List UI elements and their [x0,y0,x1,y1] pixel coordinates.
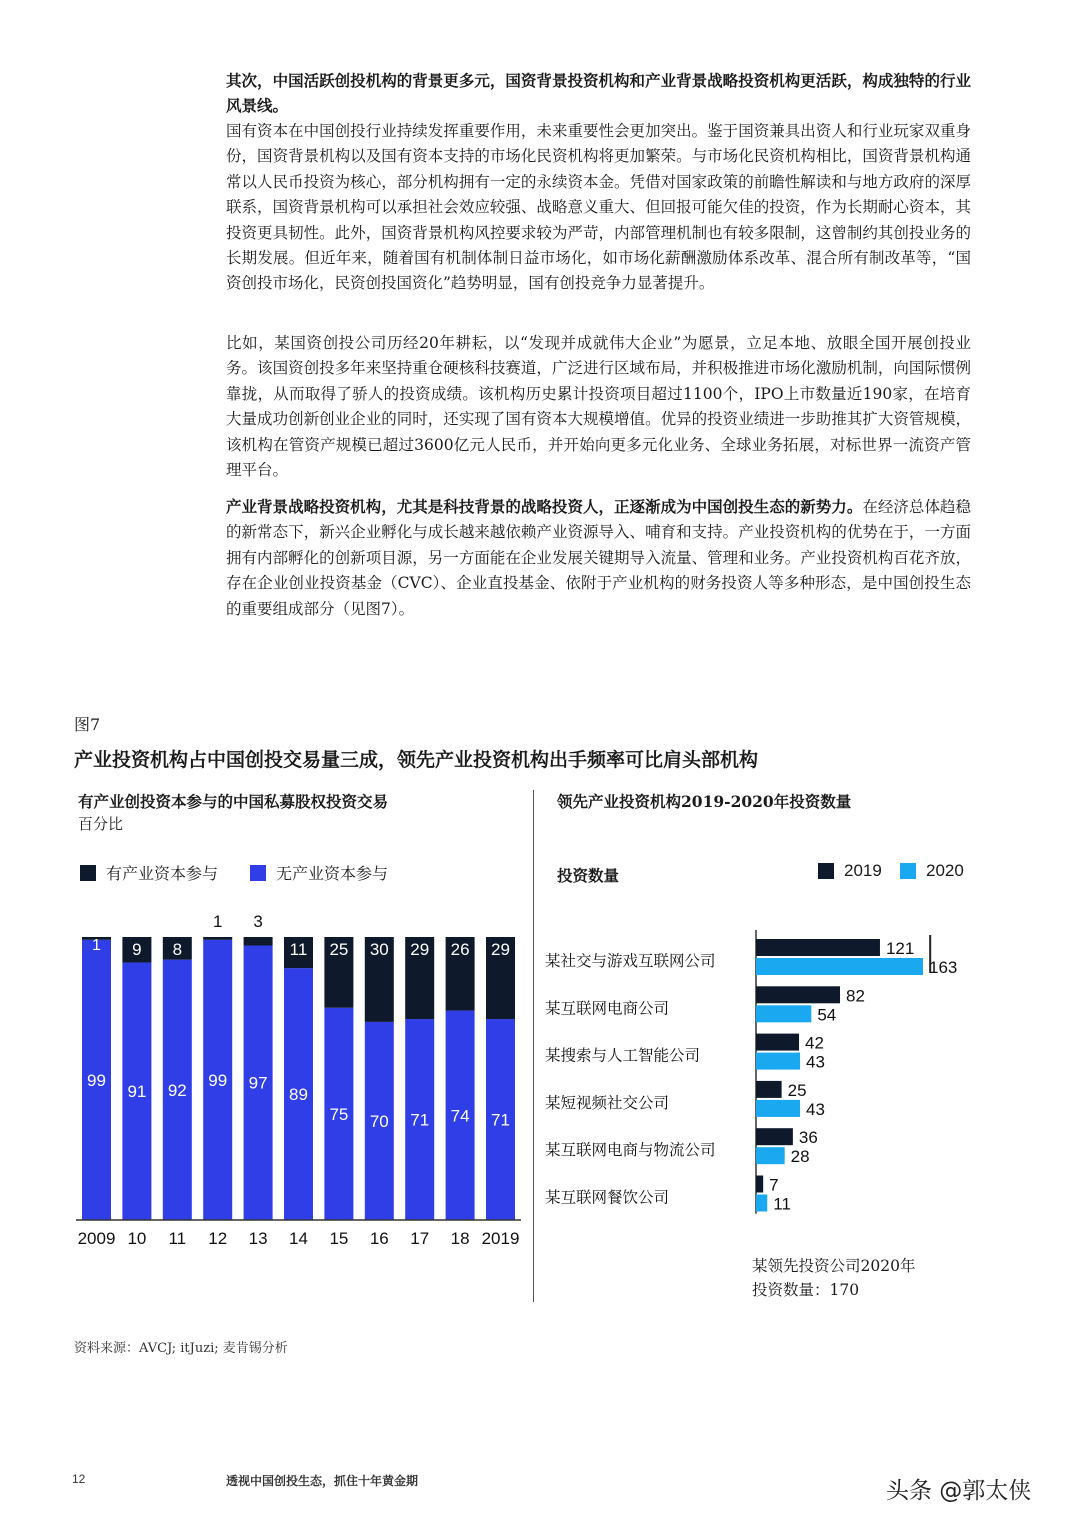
bar-2019 [756,939,880,956]
reference-note-line1: 某领先投资公司2020年 [752,1257,916,1275]
legend-swatch-2019 [818,863,834,879]
legend-without-industry [250,861,388,884]
left-chart-unit: 百分比 [78,815,124,833]
bar-2019 [756,1176,763,1193]
bar-label-with-industry: 9 [132,940,142,959]
x-tick-label: 2019 [481,1229,520,1248]
legend-swatch-blue [250,865,266,881]
x-tick-label: 10 [127,1229,147,1248]
bar-label-without-industry: 89 [289,1085,308,1105]
bar-2019 [756,1128,793,1145]
bar-value-2019: 82 [846,986,865,1006]
legend-label-without-industry: 无产业资本参与 [276,864,389,883]
category-label: 某互联网电商公司 [545,999,670,1018]
bar-2019 [756,1034,799,1051]
legend-with-industry [80,861,218,884]
legend-2019 [818,861,882,881]
legend-label-2019: 2019 [844,861,882,880]
bar-value-2019: 25 [787,1080,807,1100]
paragraph-intro-bold: 其次，中国活跃创投机构的背景更多元，国资背景投资机构和产业背景战略投资机构更活跃，构成独特的行业风景线。 [226,71,971,116]
bar-label-without-industry: 71 [410,1110,430,1130]
paragraph-industry-lead: 产业背景战略投资机构，尤其是科技背景的战略投资人，正逐渐成为中国创投生态的新势力。 [226,497,863,516]
chart-divider [533,790,534,1302]
bar-value-2020: 54 [817,1005,837,1025]
legend-label-2020: 2020 [926,861,964,880]
bar-label-without-industry: 91 [127,1082,147,1102]
bar-2020 [756,1195,767,1212]
bar-2019 [756,986,840,1003]
bar-2020 [756,1053,800,1070]
category-label: 某互联网电商与物流公司 [545,1141,716,1160]
bar-label-with-industry: 26 [450,940,470,959]
x-tick-label: 14 [289,1229,308,1248]
bar-2020 [756,1147,785,1164]
bar-label-without-industry: 99 [208,1070,228,1090]
bar-label-with-industry: 8 [172,940,183,959]
paragraph-industry-investors [226,494,971,622]
x-tick-label: 13 [248,1229,268,1248]
bar-label-without-industry: 97 [248,1073,268,1093]
reference-note-line2: 投资数量：170 [752,1281,860,1299]
bar-label-without-industry: 74 [450,1106,470,1126]
bar-label-with-industry: 11 [289,940,308,959]
bar-label-with-industry: 25 [329,940,349,959]
x-tick-label: 11 [168,1229,187,1248]
bar-label-with-industry: 1 [212,912,223,931]
bar-value-2019: 42 [805,1033,824,1053]
legend-swatch-dark [80,865,96,881]
legend-swatch-2020 [900,863,916,879]
paragraph-state-capital: 国有资本在中国创投行业持续发挥重要作用，未来重要性会更加突出。鉴于国资兼具出资人和行业玩家双重身份，国资背景机构以及国有资本支持的市场化民资机构将更加繁荣。与市场化民资机构相比，国资背景机构通常以人民币投资为核心，部分机构拥有一定的永续资本金。凭借对国家政策的前瞻性解读和与地方政府的深厚联系，国资背景机构可以承担社会效应较强、战略意义重大、但回报可能欠佳的投资，作为长期耐心资本，其投资更具韧性。此外，国资背景机构风控要求较为严苛，内部管理机制也有较多限制，这曾制约其创投业务的长期发展。但近年来，随着国有机制体制日益市场化，如市场化薪酬激励体系改革、混合所有制改革等，“国资创投市场化，民资创投国资化”趋势明显，国有创投竞争力显著提升。 [226,122,971,293]
bar-value-2020: 11 [773,1194,791,1214]
bar-2020 [756,958,923,975]
bar-2020 [756,1100,800,1117]
watermark-text: 头条 @郭太侠 [886,1478,1032,1504]
figure-label: 图7 [74,715,101,734]
bar-2020 [756,1005,811,1022]
bar-label-without-industry: 92 [167,1080,187,1100]
left-stacked-bar-chart [70,900,530,1260]
left-chart-title: 有产业创投资本参与的中国私募股权投资交易 [78,792,389,811]
bar-label-without-industry: 70 [369,1111,389,1131]
bar-label-with-industry: 30 [369,940,389,959]
bar-2019 [756,1081,782,1098]
bar-segment-with-industry [244,937,273,945]
category-label: 某社交与游戏互联网公司 [545,952,716,970]
bar-label-with-industry: 3 [253,912,263,931]
legend-2020 [900,861,964,881]
bar-segment-with-industry [203,937,232,940]
x-tick-label: 15 [329,1229,349,1248]
bar-value-2020: 43 [806,1052,825,1072]
bar-value-2020: 43 [806,1099,825,1119]
bar-label-without-industry: 71 [491,1110,510,1130]
right-chart-title: 领先产业投资机构2019-2020年投资数量 [557,792,852,811]
figure-title: 产业投资机构占中国创投交易量三成，领先产业投资机构出手频率可比肩头部机构 [74,749,759,771]
x-tick-label: 16 [369,1229,389,1248]
bar-label-without-industry: 75 [329,1104,349,1124]
category-label: 某互联网餐饮公司 [545,1188,670,1207]
source-note: 资料来源：AVCJ; itJuzi; 麦肯锡分析 [74,1341,288,1356]
x-tick-label: 2009 [77,1229,116,1248]
x-tick-label: 17 [410,1229,430,1248]
bar-value-2020: 163 [929,958,958,977]
right-horizontal-bar-chart [540,925,980,1225]
bar-value-2019: 7 [769,1175,779,1195]
bar-value-2020: 28 [790,1147,810,1167]
x-tick-label: 12 [208,1229,228,1248]
paragraph-industry-rest: 在经济总体趋稳的新常态下，新兴企业孵化与成长越来越依赖产业资源导入、哺育和支持。产业投资机构的优势在于，一方面拥有内部孵化的创新项目源，另一方面能在企业发展关键期导入流量、管理和业务。产业投资机构百花齐放，存在企业创业投资基金（CVC）、企业直投基金、依附于产业机构的财务投资人等多种形态，是中国创投生态的重要组成部分（见图7）。 [226,498,971,618]
category-label: 某短视频社交公司 [545,1093,670,1112]
page-number: 12 [72,1472,86,1486]
reference-note [752,1254,915,1302]
bar-label-with-industry: 29 [410,940,430,959]
footer-document-title: 透视中国创投生态，抓住十年黄金期 [226,1474,419,1488]
legend-label-with-industry: 有产业资本参与 [106,864,219,883]
x-tick-label: 18 [450,1229,470,1248]
bar-label-without-industry: 99 [87,1070,106,1090]
paragraph-example: 比如，某国资创投公司历经20年耕耘，以“发现并成就伟大企业”为愿景，立足本地、放眼全国开展创投业务。该国资创投多年来坚持重仓硬核科技赛道，广泛进行区域布局，并积极推进市场化激励机制，向国际惯例靠拢，从而取得了骄人的投资成绩。该机构历史累计投资项目超过1100个，IPO上市数量近190家，在培育大量成功创新创业企业的同时，还实现了国有资本大规模增值。优异的投资业绩进一步助推其扩大资管规模，该机构在管资产规模已超过3600亿元人民币，并开始向更多元化业务、全球业务拓展，对标世界一流资产管理平台。 [226,334,971,480]
bar-label-with-industry: 1 [92,937,101,954]
category-label: 某搜索与人工智能公司 [545,1046,701,1065]
right-chart-axis-label: 投资数量 [557,866,620,885]
bar-value-2019: 121 [885,939,915,958]
bar-value-2019: 36 [798,1128,818,1148]
bar-label-with-industry: 29 [491,940,510,959]
